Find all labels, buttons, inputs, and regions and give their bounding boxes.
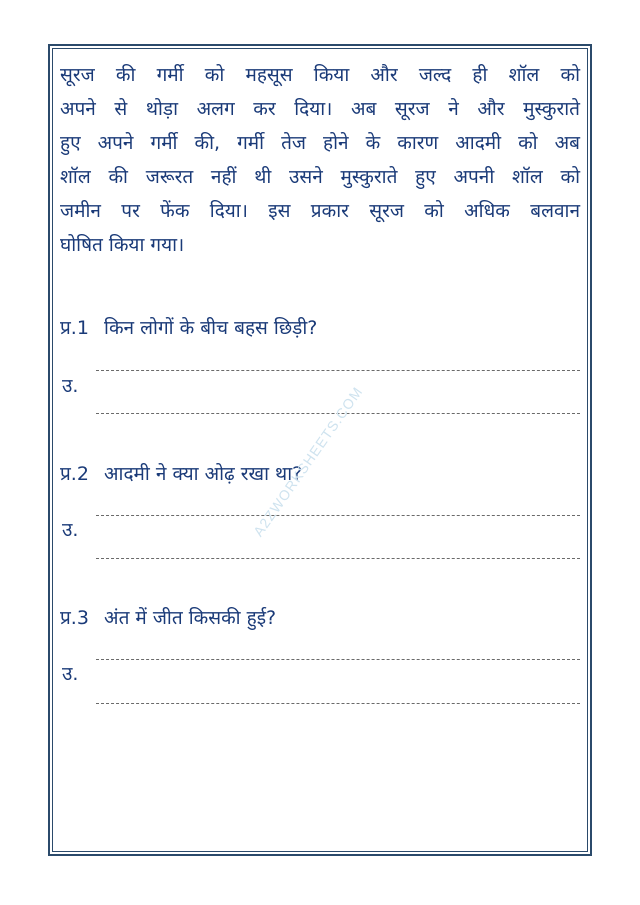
passage-line: जमीन पर फेंक दिया। इस प्रकार सूरज को अधिक बलवान	[60, 200, 580, 222]
answer-line[interactable]	[96, 515, 580, 516]
question-text: अंत में जीत किसकी हुई?	[104, 607, 277, 629]
question-text: किन लोगों के बीच बहस छिड़ी?	[104, 317, 318, 339]
answer-line[interactable]	[96, 659, 580, 660]
question-1	[60, 314, 317, 340]
passage-line: अपने से थोड़ा अलग कर दिया। अब सूरज ने और मुस्कुराते	[60, 98, 580, 120]
reading-passage	[60, 58, 580, 262]
answer-line[interactable]	[96, 703, 580, 704]
question-number: प्र.2	[60, 463, 89, 485]
question-number: प्र.3	[60, 607, 89, 629]
question-3	[60, 604, 276, 630]
question-number: प्र.1	[60, 317, 89, 339]
passage-line: हुए अपने गर्मी की, गर्मी तेज होने के कारण आदमी को अब	[60, 132, 580, 154]
passage-line: घोषित किया गया।	[60, 234, 185, 256]
answer-line[interactable]	[96, 370, 580, 371]
answer-label: उ.	[62, 375, 79, 397]
passage-line: शॉल की जरूरत नहीं थी उसने मुस्कुराते हुए अपनी शॉल को	[60, 166, 580, 188]
answer-label: उ.	[62, 663, 79, 685]
question-2	[60, 460, 302, 486]
answer-label: उ.	[62, 519, 79, 541]
passage-line: सूरज की गर्मी को महसूस किया और जल्द ही शॉल को	[60, 64, 580, 86]
watermark: A2ZWORKSHEETS.COM	[250, 383, 366, 540]
answer-line[interactable]	[96, 558, 580, 559]
question-text: आदमी ने क्या ओढ़ रखा था?	[104, 463, 303, 485]
